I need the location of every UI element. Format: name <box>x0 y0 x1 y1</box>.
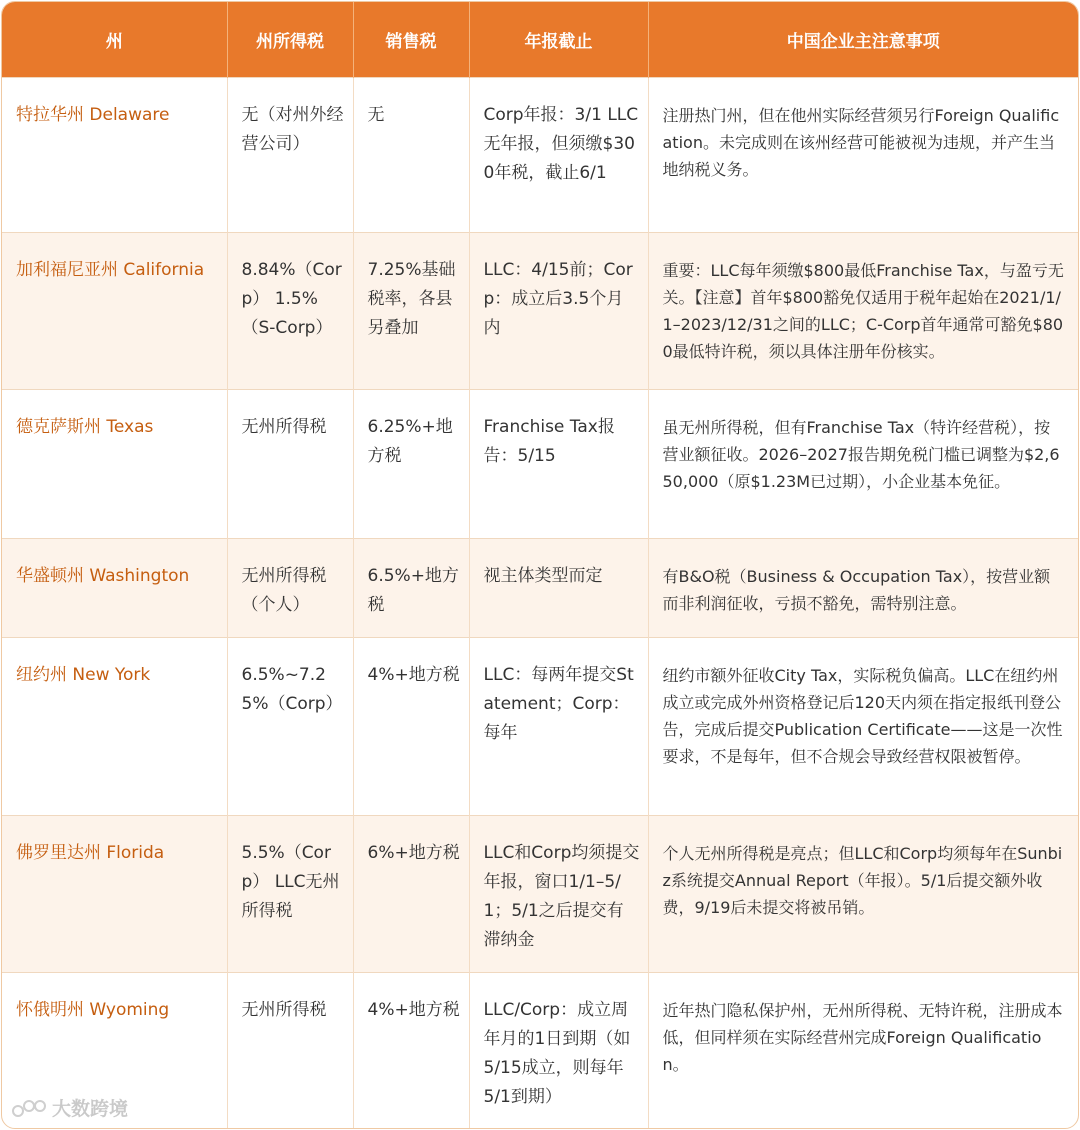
table-row <box>2 390 1078 539</box>
income-tax-cell: 无州所得税（个人） <box>227 539 353 638</box>
header-state: 州 <box>2 2 227 78</box>
state-cell: 华盛顿州 Washington <box>2 539 227 638</box>
annual-report-cell: Corp年报：3/1 LLC无年报，但须缴$300年税，截止6/1 <box>469 78 648 233</box>
notes-cell: 纽约市额外征收City Tax，实际税负偏高。LLC在纽约州成立或完成外州资格登记后120天内须在指定报纸刊登公告，完成后提交Publication Certificate——这是一次性要求，不是每年，但不合规会导致经营权限被暂停。 <box>648 638 1078 816</box>
table-row <box>2 973 1078 1128</box>
annual-report-cell: LLC：4/15前；Corp：成立后3.5个月内 <box>469 233 648 390</box>
annual-report-cell: 视主体类型而定 <box>469 539 648 638</box>
sales-tax-cell: 6.25%+地方税 <box>353 390 469 539</box>
annual-report-cell: Franchise Tax报告：5/15 <box>469 390 648 539</box>
sales-tax-cell: 7.25%基础税率，各县另叠加 <box>353 233 469 390</box>
income-tax-cell: 无州所得税 <box>227 390 353 539</box>
table-row <box>2 539 1078 638</box>
sales-tax-cell: 无 <box>353 78 469 233</box>
notes-cell: 注册热门州，但在他州实际经营须另行Foreign Qualification。未完成则在该州经营可能被视为违规，并产生当地纳税义务。 <box>648 78 1078 233</box>
header-notes: 中国企业主注意事项 <box>648 2 1078 78</box>
notes-cell: 重要：LLC每年须缴$800最低Franchise Tax，与盈亏无关。【注意】首年$800豁免仅适用于税年起始在2021/1/1–2023/12/31之间的LLC；C-Corp首年通常可豁免$800最低特许税，须以具体注册年份核实。 <box>648 233 1078 390</box>
income-tax-cell: 5.5%（Corp） LLC无州所得税 <box>227 816 353 973</box>
state-cell: 怀俄明州 Wyoming <box>2 973 227 1128</box>
table-row <box>2 78 1078 233</box>
notes-cell: 个人无州所得税是亮点；但LLC和Corp均须每年在Sunbiz系统提交Annual Report（年报）。5/1后提交额外收费，9/19后未提交将被吊销。 <box>648 816 1078 973</box>
state-tax-table-container <box>1 1 1079 1129</box>
state-cell: 加利福尼亚州 California <box>2 233 227 390</box>
watermark <box>10 1094 128 1121</box>
header-annual-report: 年报截止 <box>469 2 648 78</box>
annual-report-cell: LLC/Corp：成立周年月的1日到期（如5/15成立，则每年5/1到期） <box>469 973 648 1128</box>
sales-tax-cell: 6%+地方税 <box>353 816 469 973</box>
income-tax-cell: 6.5%~7.25%（Corp） <box>227 638 353 816</box>
state-cell: 佛罗里达州 Florida <box>2 816 227 973</box>
brand-logo-icon <box>10 1096 48 1120</box>
sales-tax-cell: 4%+地方税 <box>353 638 469 816</box>
state-cell: 特拉华州 Delaware <box>2 78 227 233</box>
watermark-text: 大数跨境 <box>52 1098 129 1120</box>
table-row <box>2 233 1078 390</box>
annual-report-cell: LLC和Corp均须提交年报，窗口1/1–5/1；5/1之后提交有滞纳金 <box>469 816 648 973</box>
table-row <box>2 816 1078 973</box>
income-tax-cell: 无州所得税 <box>227 973 353 1128</box>
state-cell: 德克萨斯州 Texas <box>2 390 227 539</box>
notes-cell: 近年热门隐私保护州，无州所得税、无特许税，注册成本低，但同样须在实际经营州完成Foreign Qualification。 <box>648 973 1078 1128</box>
sales-tax-cell: 4%+地方税 <box>353 973 469 1128</box>
table-header-row <box>2 2 1078 78</box>
table-row <box>2 638 1078 816</box>
header-sales-tax: 销售税 <box>353 2 469 78</box>
income-tax-cell: 无（对州外经营公司） <box>227 78 353 233</box>
state-tax-table <box>2 2 1078 1128</box>
annual-report-cell: LLC：每两年提交Statement；Corp：每年 <box>469 638 648 816</box>
notes-cell: 虽无州所得税，但有Franchise Tax（特许经营税），按营业额征收。2026–2027报告期免税门槛已调整为$2,650,000（原$1.23M已过期），小企业基本免征。 <box>648 390 1078 539</box>
notes-cell: 有B&O税（Business & Occupation Tax），按营业额而非利润征收，亏损不豁免，需特别注意。 <box>648 539 1078 638</box>
income-tax-cell: 8.84%（Corp） 1.5%（S-Corp） <box>227 233 353 390</box>
header-income-tax: 州所得税 <box>227 2 353 78</box>
sales-tax-cell: 6.5%+地方税 <box>353 539 469 638</box>
state-cell: 纽约州 New York <box>2 638 227 816</box>
